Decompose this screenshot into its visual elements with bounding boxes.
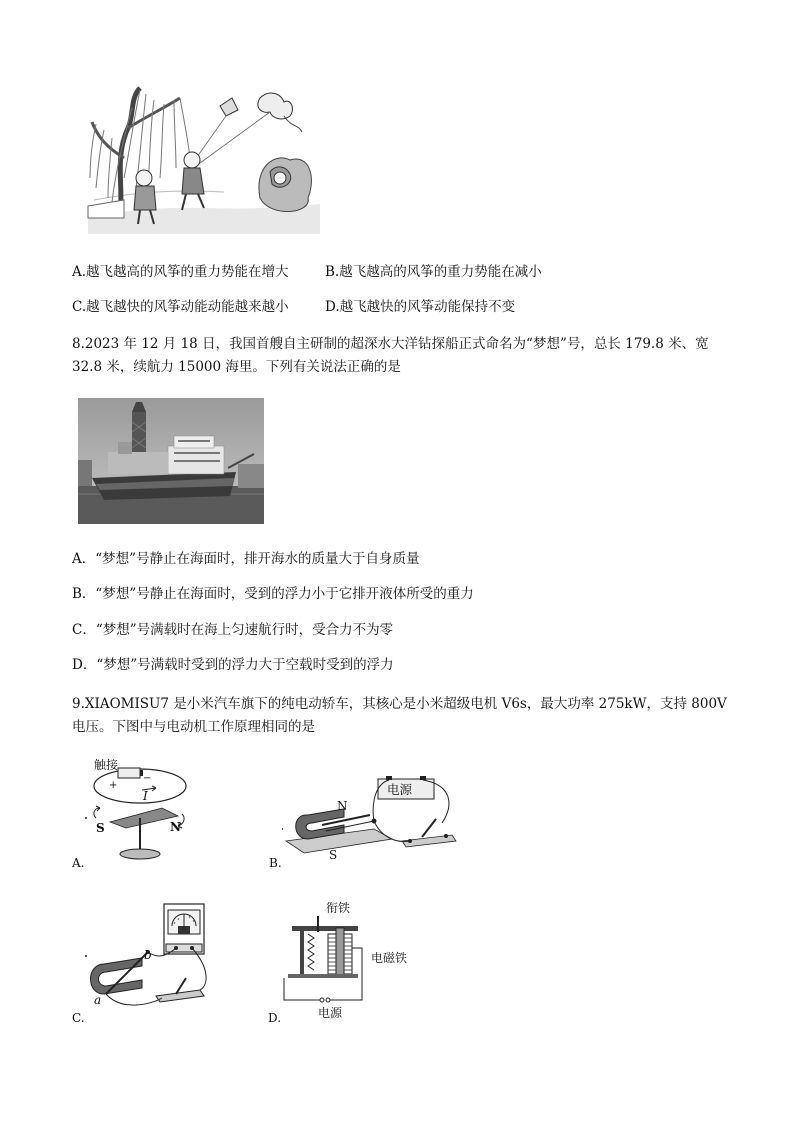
q9-stem-line2: 电压。下图中与电动机工作原理相同的是	[72, 719, 315, 735]
figure-b-label: B.	[269, 856, 282, 870]
q9-stem-line1: 9.XIAOMISU7 是小米汽车旗下的纯电动轿车，其核心是小米超级电机 V6s，最大功率 275kW，支持 800V	[72, 696, 727, 712]
figure-b-source-label: 电源	[387, 782, 413, 797]
figure-c-b-label: b	[144, 948, 152, 962]
q8-stem-line1: 8.2023 年 12 月 18 日，我国首艘自主研制的超深水大洋钻探船正式命名为“梦想”号，总长 179.8 米、宽	[72, 336, 709, 352]
figure-d-label: D.	[268, 1011, 282, 1025]
figure-c-a-label: a	[94, 993, 102, 1007]
q8-option-a: A．“梦想”号静止在海面时，排开海水的质量大于自身质量	[72, 551, 420, 567]
q8-option-c: C．“梦想”号满载时在海上匀速航行时，受合力不为零	[72, 622, 394, 638]
figure-d-electromagnet-label: 电磁铁	[371, 951, 408, 965]
figure-a-oersted	[82, 756, 202, 866]
figure-a-plus-label: +	[109, 780, 118, 791]
q7-option-c: C.越飞越快的风筝动能动能越来越小	[72, 299, 289, 315]
q7-option-d: D.越飞越快的风筝动能保持不变	[325, 299, 516, 315]
q7-option-b: B.越飞越高的风筝的重力势能在减小	[325, 264, 542, 280]
figure-a-current-label: I	[143, 789, 148, 803]
q8-stem-line2: 32.8 米，续航力 15000 海里。下列有关说法正确的是	[72, 359, 401, 375]
figure-b-motor	[282, 775, 460, 861]
figure-a-touch-label: 触接	[94, 758, 119, 772]
figure-a-minus-label: −	[143, 773, 152, 784]
q8-option-b: B．“梦想”号静止在海面时，受到的浮力小于它排开液体所受的重力	[72, 586, 474, 602]
figure-a-n-label: N	[170, 820, 181, 834]
kite-illustration	[84, 68, 322, 234]
figure-b-n-label: N	[337, 799, 348, 813]
figure-c-label: C.	[72, 1011, 85, 1025]
figure-a-s-label: S	[96, 821, 105, 835]
q7-option-a: A.越飞越高的风筝的重力势能在增大	[72, 264, 289, 280]
figure-d-armature-label: 衔铁	[326, 901, 351, 915]
figure-a-label: A.	[72, 856, 85, 870]
figure-d-relay	[278, 908, 368, 1008]
q8-option-d: D．“梦想”号满载时受到的浮力大于空载时受到的浮力	[72, 657, 394, 673]
figure-b-s-label: S	[329, 848, 338, 862]
drilling-ship-photo	[78, 398, 264, 524]
figure-d-source-label: 电源	[318, 1006, 343, 1020]
